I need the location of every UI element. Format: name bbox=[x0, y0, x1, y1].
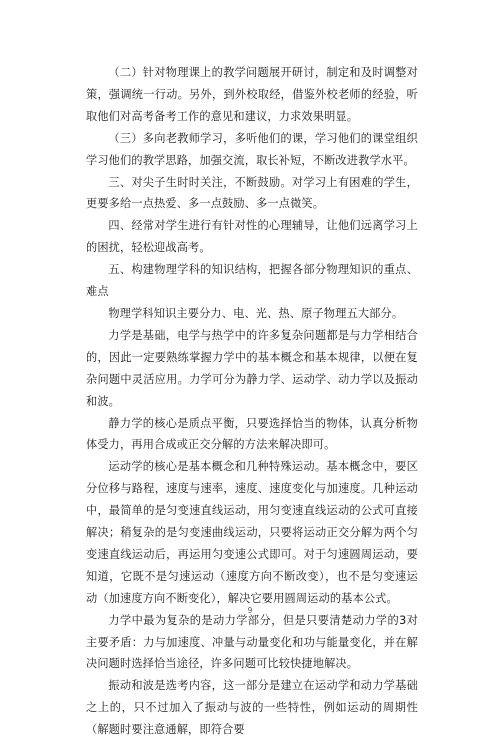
paragraph-4: 四、经常对学生进行有针对性的心理辅导，让他们远离学习上的困扰，轻松迎战高考。 bbox=[86, 219, 418, 255]
paragraph-1: （二）针对物理课上的教学问题展开研讨，制定和及时调整对策，强调统一行动。另外，到外校取经，借鉴外校老师的经验，听取他们对高考备考工作的意见和建议，力求效果明显。 bbox=[86, 66, 418, 123]
paragraph-7: 力学是基础，电学与热学中的许多复杂问题都是与力学相结合的，因此一定要熟练掌握力学中的基本概念和基本规律，以便在复杂问题中灵活应用。力学可分为静力学、运动学、动力学以及振动和波。 bbox=[86, 328, 418, 408]
body-text bbox=[86, 62, 418, 741]
paragraph-6: 物理学科知识主要分力、电、光、热、原子物理五大部分。 bbox=[108, 306, 404, 320]
paragraph-8: 静力学的核心是质点平衡，只要选择恰当的物体，认真分析物体受力，再用合成或正交分解的方法来解决即可。 bbox=[86, 416, 418, 452]
paragraph-5: 五、构建物理学科的知识结构，把握各部分物理知识的重点、难点 bbox=[86, 263, 418, 299]
paragraph-3: 三、对尖子生时时关注，不断鼓励。对学习上有困难的学生，更要多给一点热爱、多一点鼓励、多一点微笑。 bbox=[86, 175, 418, 211]
paragraph-9: 运动学的核心是基本概念和几种特殊运动。基本概念中，要区分位移与路程，速度与速率，速度、速度变化与加速度。几种运动中，最简单的是匀变速直线运动，用匀变速直线运动的公式可直接解决；稍复杂的是匀变速曲线运动，只要将运动正交分解为两个匀变速直线运动后，再运用匀变速公式即可。对于匀速圆周运动，要知道，它既不是匀速运动（速度方向不断改变），也不是匀变速运动（加速度方向不断变化），解决它要用圆周运动的基本公式。 bbox=[86, 460, 418, 605]
paragraph-10: 力学中最为复杂的是动力学部分，但是只要清楚动力学的3对主要矛盾：力与加速度、冲量与动量变化和功与能量变化，并在解决问题时选择恰当途径，许多问题可比较快捷地解决。 bbox=[86, 613, 418, 671]
paragraph-11: 振动和波是选考内容，这一部分是建立在运动学和动力学基础之上的，只不过加入了振动与波的一些特性，例如运动的周期性（解题时要注意通解，即符合要 bbox=[86, 679, 418, 737]
page-number: 9 bbox=[247, 606, 253, 615]
paragraph-2: （三）多向老教师学习，多听他们的课，学习他们的课堂组织学习他们的教学思路，加强交流，取长补短，不断改进教学水平。 bbox=[86, 131, 418, 167]
